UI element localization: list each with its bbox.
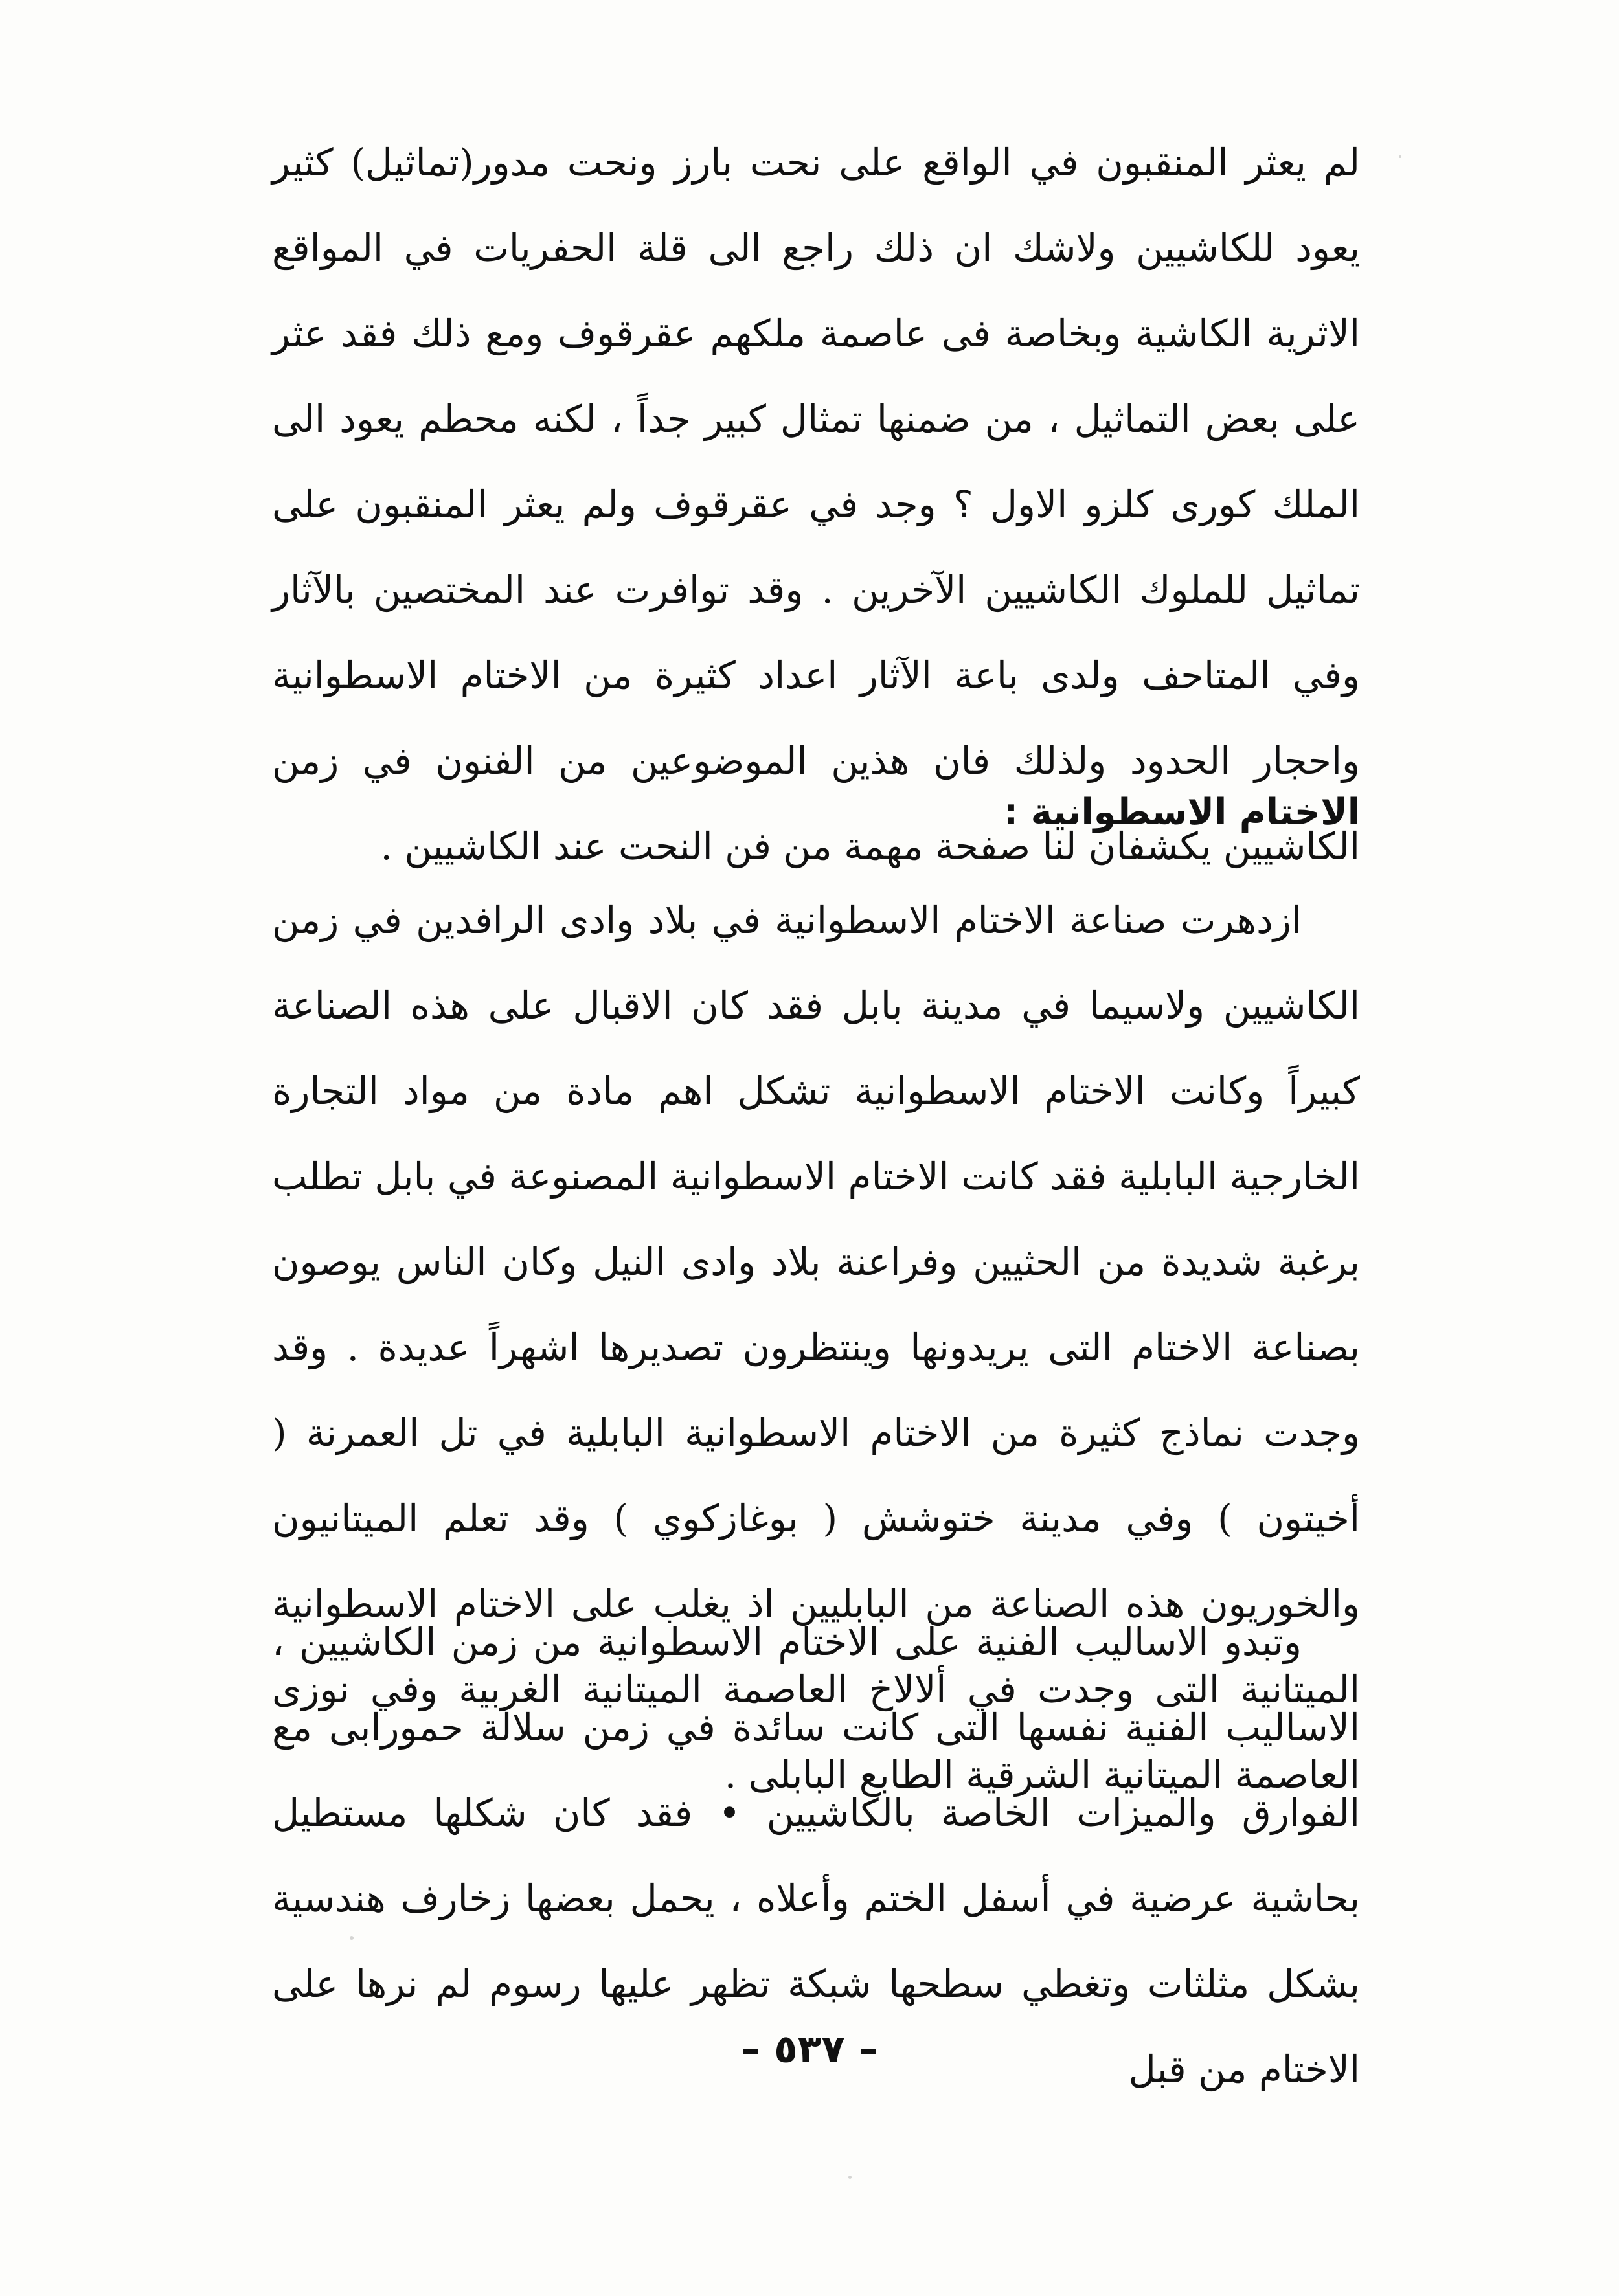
section-heading: الاختام الاسطوانية :: [1003, 791, 1360, 833]
paragraph-artistic-styles: وتبدو الاساليب الفنية على الاختام الاسطوانية من زمن الكاشيين ، الاساليب الفنية نفسها التى كانت سائدة في زمن سلالة حمورابى مع الفوارق والميزات الخاصة بالكاشيين • فقد كان شكلها مستطيل بحاشية عرضية في أسفل الختم وأعلاه ، يحمل بعضها زخارف هندسية بشكل مثلثات وتغطي سطحها شبكة تظهر عليها رسوم لم نرها على الاختام من قبل: [272, 1620, 1360, 2091]
scan-speck: [350, 1936, 354, 1940]
page-number: – ٥٣٧ –: [741, 2027, 878, 2072]
scan-speck: [848, 2176, 852, 2179]
paragraph-cylinder-seals: ازدهرت صناعة الاختام الاسطوانية في بلاد وادى الرافدين في زمن الكاشيين ولاسيما في مدينة بابل فقد كان الاقبال على هذه الصناعة كبيراً وكانت الاختام الاسطوانية تشكل اهم مادة من مواد التجارة الخارجية البابلية فقد كانت الاختام الاسطوانية المصنوعة في بابل تطلب برغبة شديدة من الحثيين وفراعنة بلاد وادى النيل وكان الناس يوصون بصناعة الاختام التى يريدونها وينتظرون تصديرها اشهراً عديدة . وقد وجدت نماذج كثيرة من الاختام الاسطوانية البابلية في تل العمرنة ( أخيتون ) وفي مدينة ختوشش ( بوغازكوي ) وقد تعلم الميتانيون والخوريون هذه الصناعة من البابليين اذ يغلب على الاختام الاسطوانية الميتانية التى وجدت في ألالاخ العاصمة الميتانية الغربية وفي نوزى العاصمة الميتانية الشرقية الطابع البابلى .: [272, 898, 1360, 1797]
scan-speck: [1399, 155, 1401, 158]
paragraph-intro: لم يعثر المنقبون في الواقع على نحت بارز ونحت مدور(تماثيل) كثير يعود للكاشيين ولاشك ان ذلك راجع الى قلة الحفريات في المواقع الاثرية الكاشية وبخاصة فى عاصمة ملكهم عقرقوف ومع ذلك فقد عثر على بعض التماثيل ، من ضمنها تمثال كبير جداً ، لكنه محطم يعود الى الملك كورى كلزو الاول ؟ وجد في عقرقوف ولم يعثر المنقبون على تماثيل للملوك الكاشيين الآخرين . وقد توافرت عند المختصين بالآثار وفي المتاحف ولدى باعة الآثار اعداد كثيرة من الاختام الاسطوانية واحجار الحدود ولذلك فان هذين الموضوعين من الفنون في زمن الكاشيين يكشفان لنا صفحة مهمة من فن النحت عند الكاشيين .: [272, 141, 1360, 868]
